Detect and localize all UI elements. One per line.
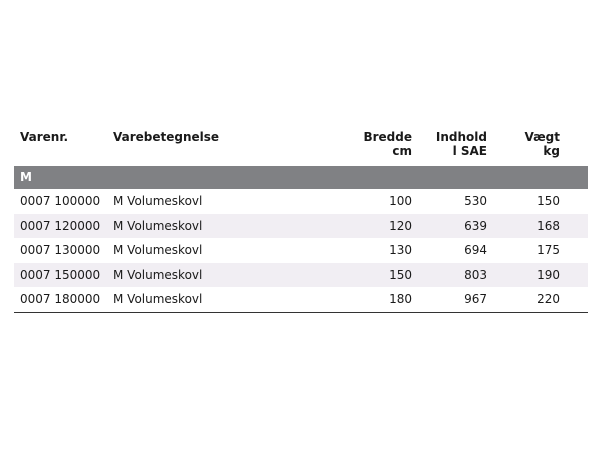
- cell-volume: 694: [464, 243, 487, 257]
- cell-weight: 150: [537, 194, 560, 208]
- group-label: M: [20, 170, 32, 184]
- product-table: [14, 130, 588, 313]
- header-volume: [436, 130, 487, 158]
- cell-volume: 803: [464, 267, 487, 282]
- cell-width: 150: [389, 267, 412, 282]
- header-weight-line1: Vægt: [524, 130, 560, 144]
- table-row: [14, 214, 588, 239]
- cell-item-no: 0007 100000: [20, 194, 101, 208]
- cell-volume: 530: [464, 194, 487, 208]
- cell-width: 120: [389, 218, 412, 233]
- cell-description: M Volumeskovl: [113, 218, 203, 233]
- header-width-line1: Bredde: [363, 130, 412, 144]
- cell-item-no: 0007 150000: [20, 267, 101, 282]
- table-header: [14, 130, 588, 166]
- cell-volume: 967: [464, 292, 487, 306]
- cell-item-no: 0007 120000: [20, 218, 101, 233]
- header-width-line2: cm: [392, 144, 412, 158]
- table-row: [14, 287, 588, 312]
- cell-weight: 190: [537, 267, 560, 282]
- cell-width: 130: [389, 243, 412, 257]
- header-volume-line2: l SAE: [452, 144, 487, 158]
- cell-weight: 220: [537, 292, 560, 306]
- table-row: [14, 238, 588, 263]
- cell-description: M Volumeskovl: [113, 194, 203, 208]
- cell-description: M Volumeskovl: [113, 267, 203, 282]
- cell-width: 180: [389, 292, 412, 306]
- cell-weight: 175: [537, 243, 560, 257]
- table-bottom-rule: [14, 312, 588, 313]
- cell-volume: 639: [464, 218, 487, 233]
- header-weight-line2: kg: [543, 144, 560, 158]
- cell-weight: 168: [537, 218, 560, 233]
- header-description: Varebetegnelse: [113, 130, 220, 144]
- cell-description: M Volumeskovl: [113, 292, 203, 306]
- header-item-no: Varenr.: [20, 130, 69, 144]
- header-volume-line1: Indhold: [435, 130, 487, 144]
- table-row: [14, 263, 588, 288]
- header-weight: [524, 130, 560, 158]
- group-header-row: [14, 166, 588, 189]
- cell-item-no: 0007 180000: [20, 292, 101, 306]
- header-width: [363, 130, 412, 158]
- table-row: [14, 189, 588, 214]
- cell-width: 100: [389, 194, 412, 208]
- cell-description: M Volumeskovl: [113, 243, 203, 257]
- cell-item-no: 0007 130000: [20, 243, 101, 257]
